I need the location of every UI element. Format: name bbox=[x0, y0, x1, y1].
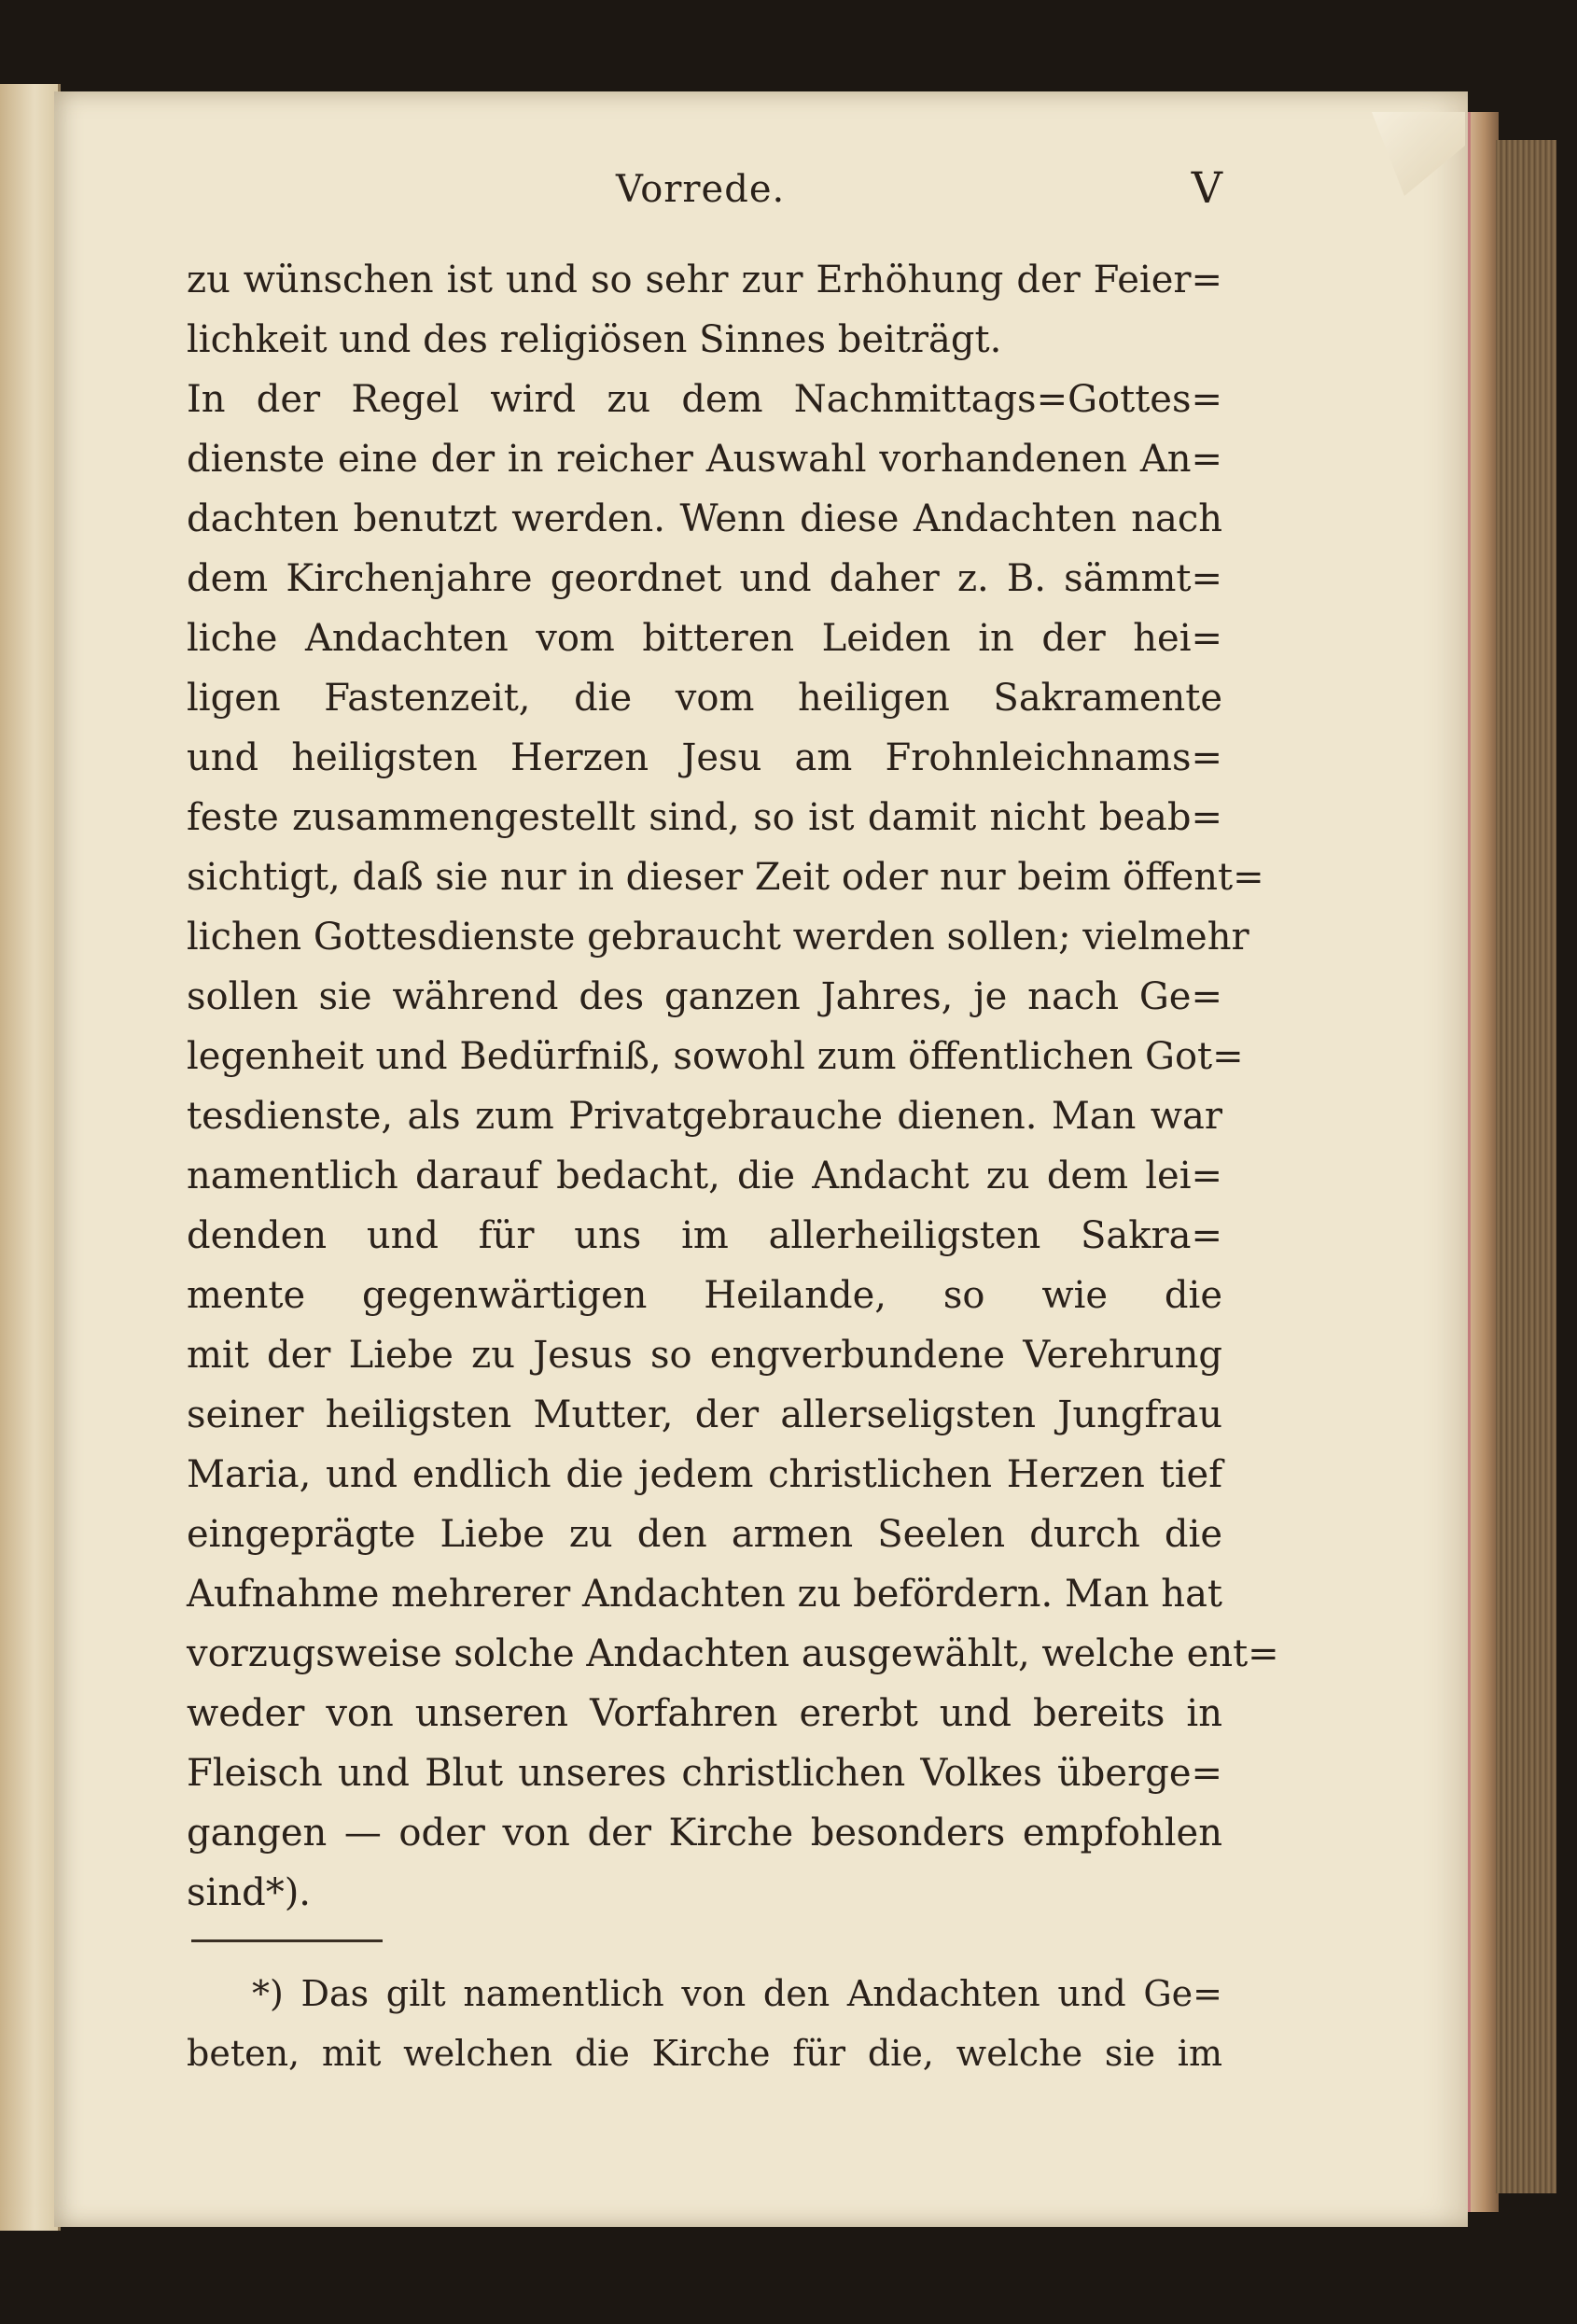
text-line: mente gegenwärtigen Heilande, so wie die bbox=[187, 1274, 1222, 1317]
text-line: Fleisch und Blut unseres christlichen Volkes überge= bbox=[187, 1752, 1222, 1795]
text-line: Aufnahme mehrerer Andachten zu befördern. Man hat bbox=[187, 1573, 1222, 1616]
body-text bbox=[187, 250, 1279, 1923]
footnote-line: beten, mit welchen die Kirche für die, welche sie im bbox=[187, 2033, 1222, 2074]
text-line: und heiligsten Herzen Jesu am Frohnleichnams= bbox=[187, 736, 1222, 779]
footnote bbox=[187, 1964, 1222, 2083]
text-line: sollen sie während des ganzen Jahres, je nach Ge= bbox=[187, 975, 1222, 1018]
page-number: V bbox=[1191, 162, 1222, 213]
text-line: gangen — oder von der Kirche besonders empfohlen bbox=[187, 1812, 1222, 1855]
text-line: tesdienste, als zum Privatgebrauche dienen. Man war bbox=[187, 1095, 1222, 1138]
text-line: vorzugsweise solche Andachten ausgewählt, welche ent= bbox=[187, 1632, 1279, 1675]
text-line: namentlich darauf bedacht, die Andacht zu dem lei= bbox=[187, 1155, 1222, 1197]
text-line: lichen Gottesdienste gebraucht werden sollen; vielmehr bbox=[187, 916, 1249, 959]
footnote-rule bbox=[191, 1939, 383, 1942]
text-line: dachten benutzt werden. Wenn diese Andachten nach bbox=[187, 497, 1222, 540]
page-header bbox=[187, 162, 1222, 224]
text-line: weder von unseren Vorfahren ererbt und bereits in bbox=[187, 1692, 1222, 1735]
text-line: liche Andachten vom bitteren Leiden in der hei= bbox=[187, 617, 1222, 660]
facing-page-edge bbox=[0, 84, 61, 2231]
text-line: ligen Fastenzeit, die vom heiligen Sakramente bbox=[187, 677, 1222, 720]
text-line: dienste eine der in reicher Auswahl vorhandenen An= bbox=[187, 438, 1222, 481]
text-line: lichkeit und des religiösen Sinnes beiträgt. bbox=[187, 318, 1002, 361]
text-line: zu wünschen ist und so sehr zur Erhöhung der Feier= bbox=[187, 259, 1222, 301]
text-line: sichtigt, daß sie nur in dieser Zeit oder nur beim öffent= bbox=[187, 856, 1264, 899]
text-line: mit der Liebe zu Jesus so engverbundene Verehrung bbox=[187, 1334, 1222, 1377]
running-head: Vorrede. bbox=[616, 168, 786, 211]
text-line: sind*). bbox=[187, 1871, 312, 1914]
book-fore-edge bbox=[1496, 140, 1556, 2193]
footnote-line: *) Das gilt namentlich von den Andachten und Ge= bbox=[252, 1973, 1222, 2014]
text-line: seiner heiligsten Mutter, der allerseligsten Jungfrau bbox=[187, 1393, 1222, 1436]
text-line: dem Kirchenjahre geordnet und daher z. B. sämmt= bbox=[187, 557, 1222, 600]
page-edge bbox=[1468, 112, 1499, 2212]
text-line: eingeprägte Liebe zu den armen Seelen durch die bbox=[187, 1513, 1222, 1556]
text-line: In der Regel wird zu dem Nachmittags=Gottes= bbox=[187, 378, 1222, 421]
text-line: denden und für uns im allerheiligsten Sakra= bbox=[187, 1214, 1222, 1257]
text-line: legenheit und Bedürfniß, sowohl zum öffentlichen Got= bbox=[187, 1035, 1244, 1078]
text-line: Maria, und endlich die jedem christlichen Herzen tief bbox=[187, 1453, 1222, 1496]
text-line: feste zusammengestellt sind, so ist damit nicht beab= bbox=[187, 796, 1222, 839]
